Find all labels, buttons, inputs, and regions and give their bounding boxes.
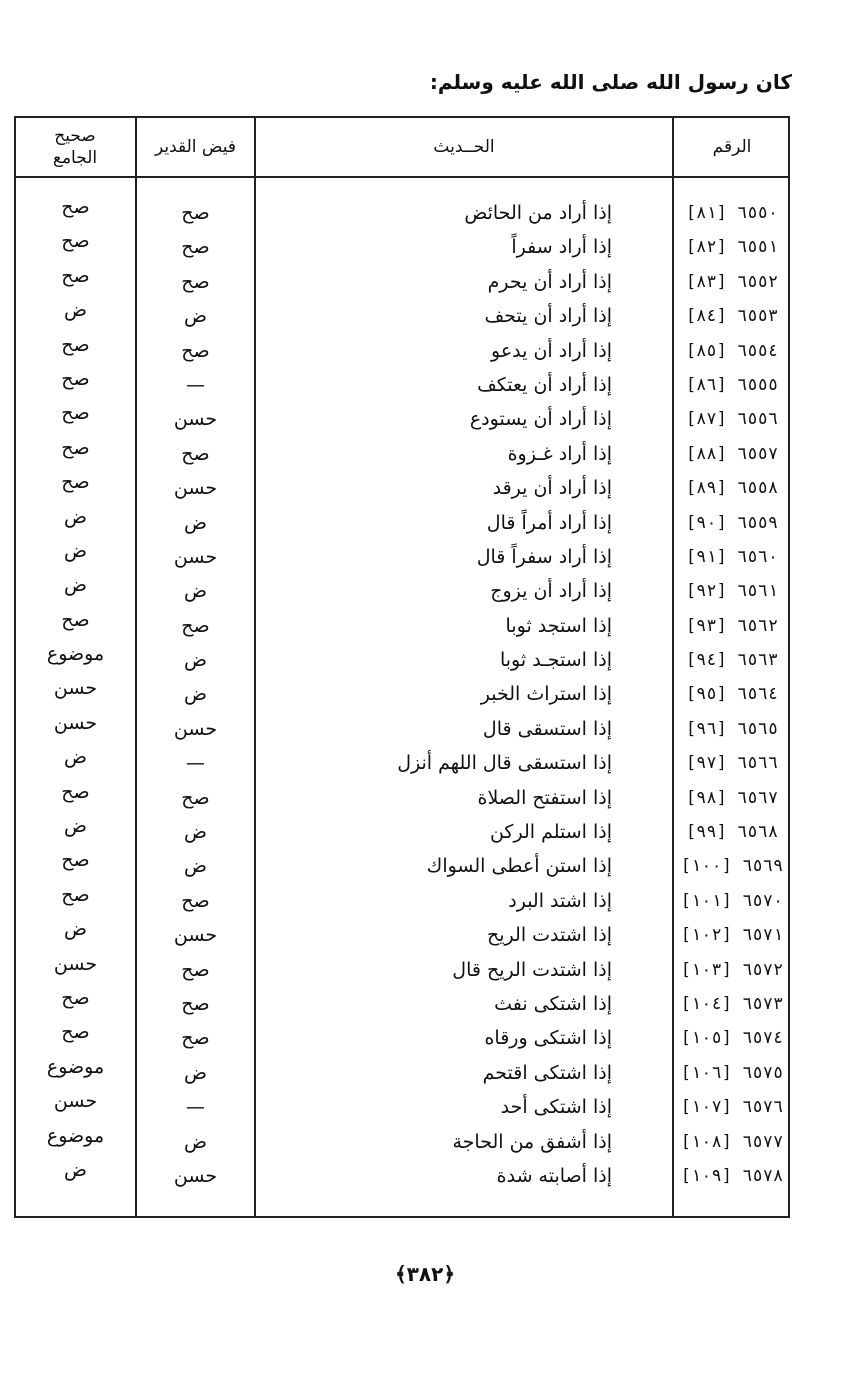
row-hadith-text: إذا اشتكى ورقاه [484,1027,612,1050]
row-jami-grade: حسن [53,677,98,700]
row-number: ٦٥٦٩ [١٠٠] [680,856,784,877]
row-fayd-grade: صح [181,270,210,293]
row-number: ٦٥٥٦ [٨٧] [685,409,779,430]
row-hadith-text: إذا استجد ثوبا [505,614,612,637]
row-fayd-grade: صح [181,339,210,362]
row-jami-grade: صح [61,436,90,459]
row-number: ٦٥٧٧ [١٠٨] [680,1131,784,1152]
row-hadith-text: إذا اشتدت الريح [487,924,612,947]
row-hadith-text: إذا أراد أمراً قال [486,511,612,534]
row-jami-grade: صح [61,1021,90,1044]
row-hadith-text: إذا أراد أن يرقد [492,477,612,500]
row-number: ٦٥٧٦ [١٠٧] [680,1097,784,1118]
row-jami-grade: ض [64,574,87,597]
row-jami-grade: موضوع [46,1055,105,1078]
row-jami-grade: ض [64,918,87,941]
row-jami-grade: حسن [53,1090,98,1113]
row-fayd-grade: ض [184,511,207,534]
row-fayd-grade: صح [181,202,210,224]
row-fayd-grade: صح [181,992,210,1015]
table-body [16,196,788,1193]
row-hadith-text: إذا أشفق من الحاجة [452,1130,612,1153]
row-jami-grade: صح [61,986,90,1009]
header-number: الرقم [712,137,752,157]
row-jami-grade: موضوع [46,643,105,666]
row-number: ٦٥٥٠ [٨١] [685,203,779,223]
row-number: ٦٥٦١ [٩٢] [685,581,779,602]
row-hadith-text: إذا أراد أن يدعو [491,339,612,362]
row-fayd-grade: حسن [173,1164,218,1187]
row-jami-grade: صح [61,333,90,356]
row-jami-grade: صح [61,471,90,494]
row-hadith-text: إذا استجـد ثوبا [499,649,612,672]
row-hadith-text: إذا استسقى قال اللهم أنزل [397,752,612,775]
row-fayd-grade: ض [184,1061,207,1084]
row-fayd-grade: صح [181,786,210,809]
row-jami-grade: صح [61,780,90,803]
row-number: ٦٥٥٥ [٨٦] [685,374,779,395]
row-jami-grade: ض [64,1158,87,1181]
row-number: ٦٥٧٨ [١٠٩] [680,1165,784,1186]
row-hadith-text: إذا استفتح الصلاة [477,786,612,809]
row-number: ٦٥٦٦ [٩٧] [685,753,779,774]
row-fayd-grade: حسن [173,924,218,947]
row-hadith-text: إذا أراد سفراً [511,236,612,259]
row-number: ٦٥٦٤ [٩٥] [685,684,779,705]
row-fayd-grade: ض [184,649,207,672]
row-hadith-text: إذا أراد أن يتحف [484,305,612,328]
row-jami-grade: صح [61,402,90,425]
row-fayd-grade: صح [181,442,210,465]
row-hadith-text: إذا أراد أن يزوج [490,580,612,603]
row-number: ٦٥٧٤ [١٠٥] [680,1028,784,1049]
row-jami-grade: صح [61,196,90,218]
row-fayd-grade: ض [184,1130,207,1153]
row-number: ٦٥٧٣ [١٠٤] [680,993,784,1014]
row-fayd-grade: ض [184,580,207,603]
row-fayd-grade: حسن [173,545,218,568]
row-hadith-text: إذا أراد أن يستودع [469,408,612,431]
row-jami-grade: صح [61,367,90,390]
row-hadith-text: إذا أراد أن يحرم [487,270,612,293]
row-number: ٦٥٥٩ [٩٠] [685,512,779,533]
row-number: ٦٥٦٥ [٩٦] [685,718,779,739]
page-number: ﴿٣٨٢﴾ [394,1262,456,1286]
row-jami-grade: ض [64,815,87,838]
row-number: ٦٥٧١ [١٠٢] [680,925,784,946]
row-fayd-grade: صح [181,236,210,259]
row-jami-grade: صح [61,230,90,253]
row-fayd-grade: — [186,752,205,775]
row-fayd-grade: صح [181,889,210,912]
row-hadith-text: إذا أراد غـزوة [507,442,612,465]
table-row [16,1159,788,1193]
row-number: ٦٥٧٠ [١٠١] [680,890,784,911]
row-number: ٦٥٦٨ [٩٩] [685,822,779,843]
row-number: ٦٥٥٤ [٨٥] [685,340,779,361]
row-fayd-grade: ض [184,683,207,706]
row-hadith-text: إذا اشتد البرد [508,889,612,912]
row-hadith-text: إذا اشتكى اقتحم [482,1061,612,1084]
row-fayd-grade: — [186,1096,205,1119]
row-jami-grade: حسن [53,952,98,975]
row-fayd-grade: حسن [173,477,218,500]
row-hadith-text: إذا أراد سفراً قال [476,545,612,568]
row-jami-grade: ض [64,539,87,562]
row-number: ٦٥٥١ [٨٢] [685,237,779,258]
row-hadith-text: إذا أراد أن يعتكف [477,373,612,396]
row-number: ٦٥٧٥ [١٠٦] [680,1062,784,1083]
row-jami-grade: ض [64,505,87,528]
header-sahih-aljami: صحيح الجامع [52,126,98,168]
row-hadith-text: إذا استن أعطى السواك [426,855,612,878]
row-hadith-text: إذا استراث الخبر [480,683,612,706]
row-number: ٦٥٥٢ [٨٣] [685,271,779,292]
row-hadith-text: إذا استسقى قال [482,717,612,740]
row-jami-grade: صح [61,264,90,287]
row-fayd-grade: حسن [173,717,218,740]
row-jami-grade: حسن [53,711,98,734]
row-fayd-grade: حسن [173,408,218,431]
row-jami-grade: صح [61,608,90,631]
row-number: ٦٥٦٢ [٩٣] [685,615,779,636]
row-number: ٦٥٧٢ [١٠٣] [680,959,784,980]
row-fayd-grade: صح [181,1027,210,1050]
row-hadith-text: إذا أراد من الحائض [464,202,612,224]
row-number: ٦٥٦٠ [٩١] [685,546,779,567]
row-hadith-text: إذا أصابته شدة [496,1164,612,1187]
hadith-table [14,116,790,1218]
header-fayd-alqadir: فيض القدير [154,137,237,157]
row-hadith-text: إذا اشتدت الريح قال [452,958,612,981]
row-fayd-grade: ض [184,821,207,844]
row-hadith-text: إذا استلم الركن [489,821,612,844]
row-jami-grade: ض [64,746,87,769]
header-divider [16,176,788,178]
row-jami-grade: ض [64,299,87,322]
row-fayd-grade: ض [184,855,207,878]
row-fayd-grade: ض [184,305,207,328]
page-heading: كان رسول الله صلى الله عليه وسلم: [429,70,792,94]
row-jami-grade: صح [61,883,90,906]
header-hadith: الحــديث [433,137,495,157]
row-hadith-text: إذا اشتكى أحد [500,1096,612,1119]
row-fayd-grade: صح [181,614,210,637]
row-jami-grade: موضوع [46,1124,105,1147]
row-number: ٦٥٦٧ [٩٨] [685,787,779,808]
row-fayd-grade: — [186,373,205,396]
row-jami-grade: صح [61,849,90,872]
row-hadith-text: إذا اشتكى نفث [494,992,612,1015]
row-number: ٦٥٥٣ [٨٤] [685,306,779,327]
row-number: ٦٥٦٣ [٩٤] [685,650,779,671]
row-number: ٦٥٥٨ [٨٩] [685,478,779,499]
row-fayd-grade: صح [181,958,210,981]
row-number: ٦٥٥٧ [٨٨] [685,443,779,464]
